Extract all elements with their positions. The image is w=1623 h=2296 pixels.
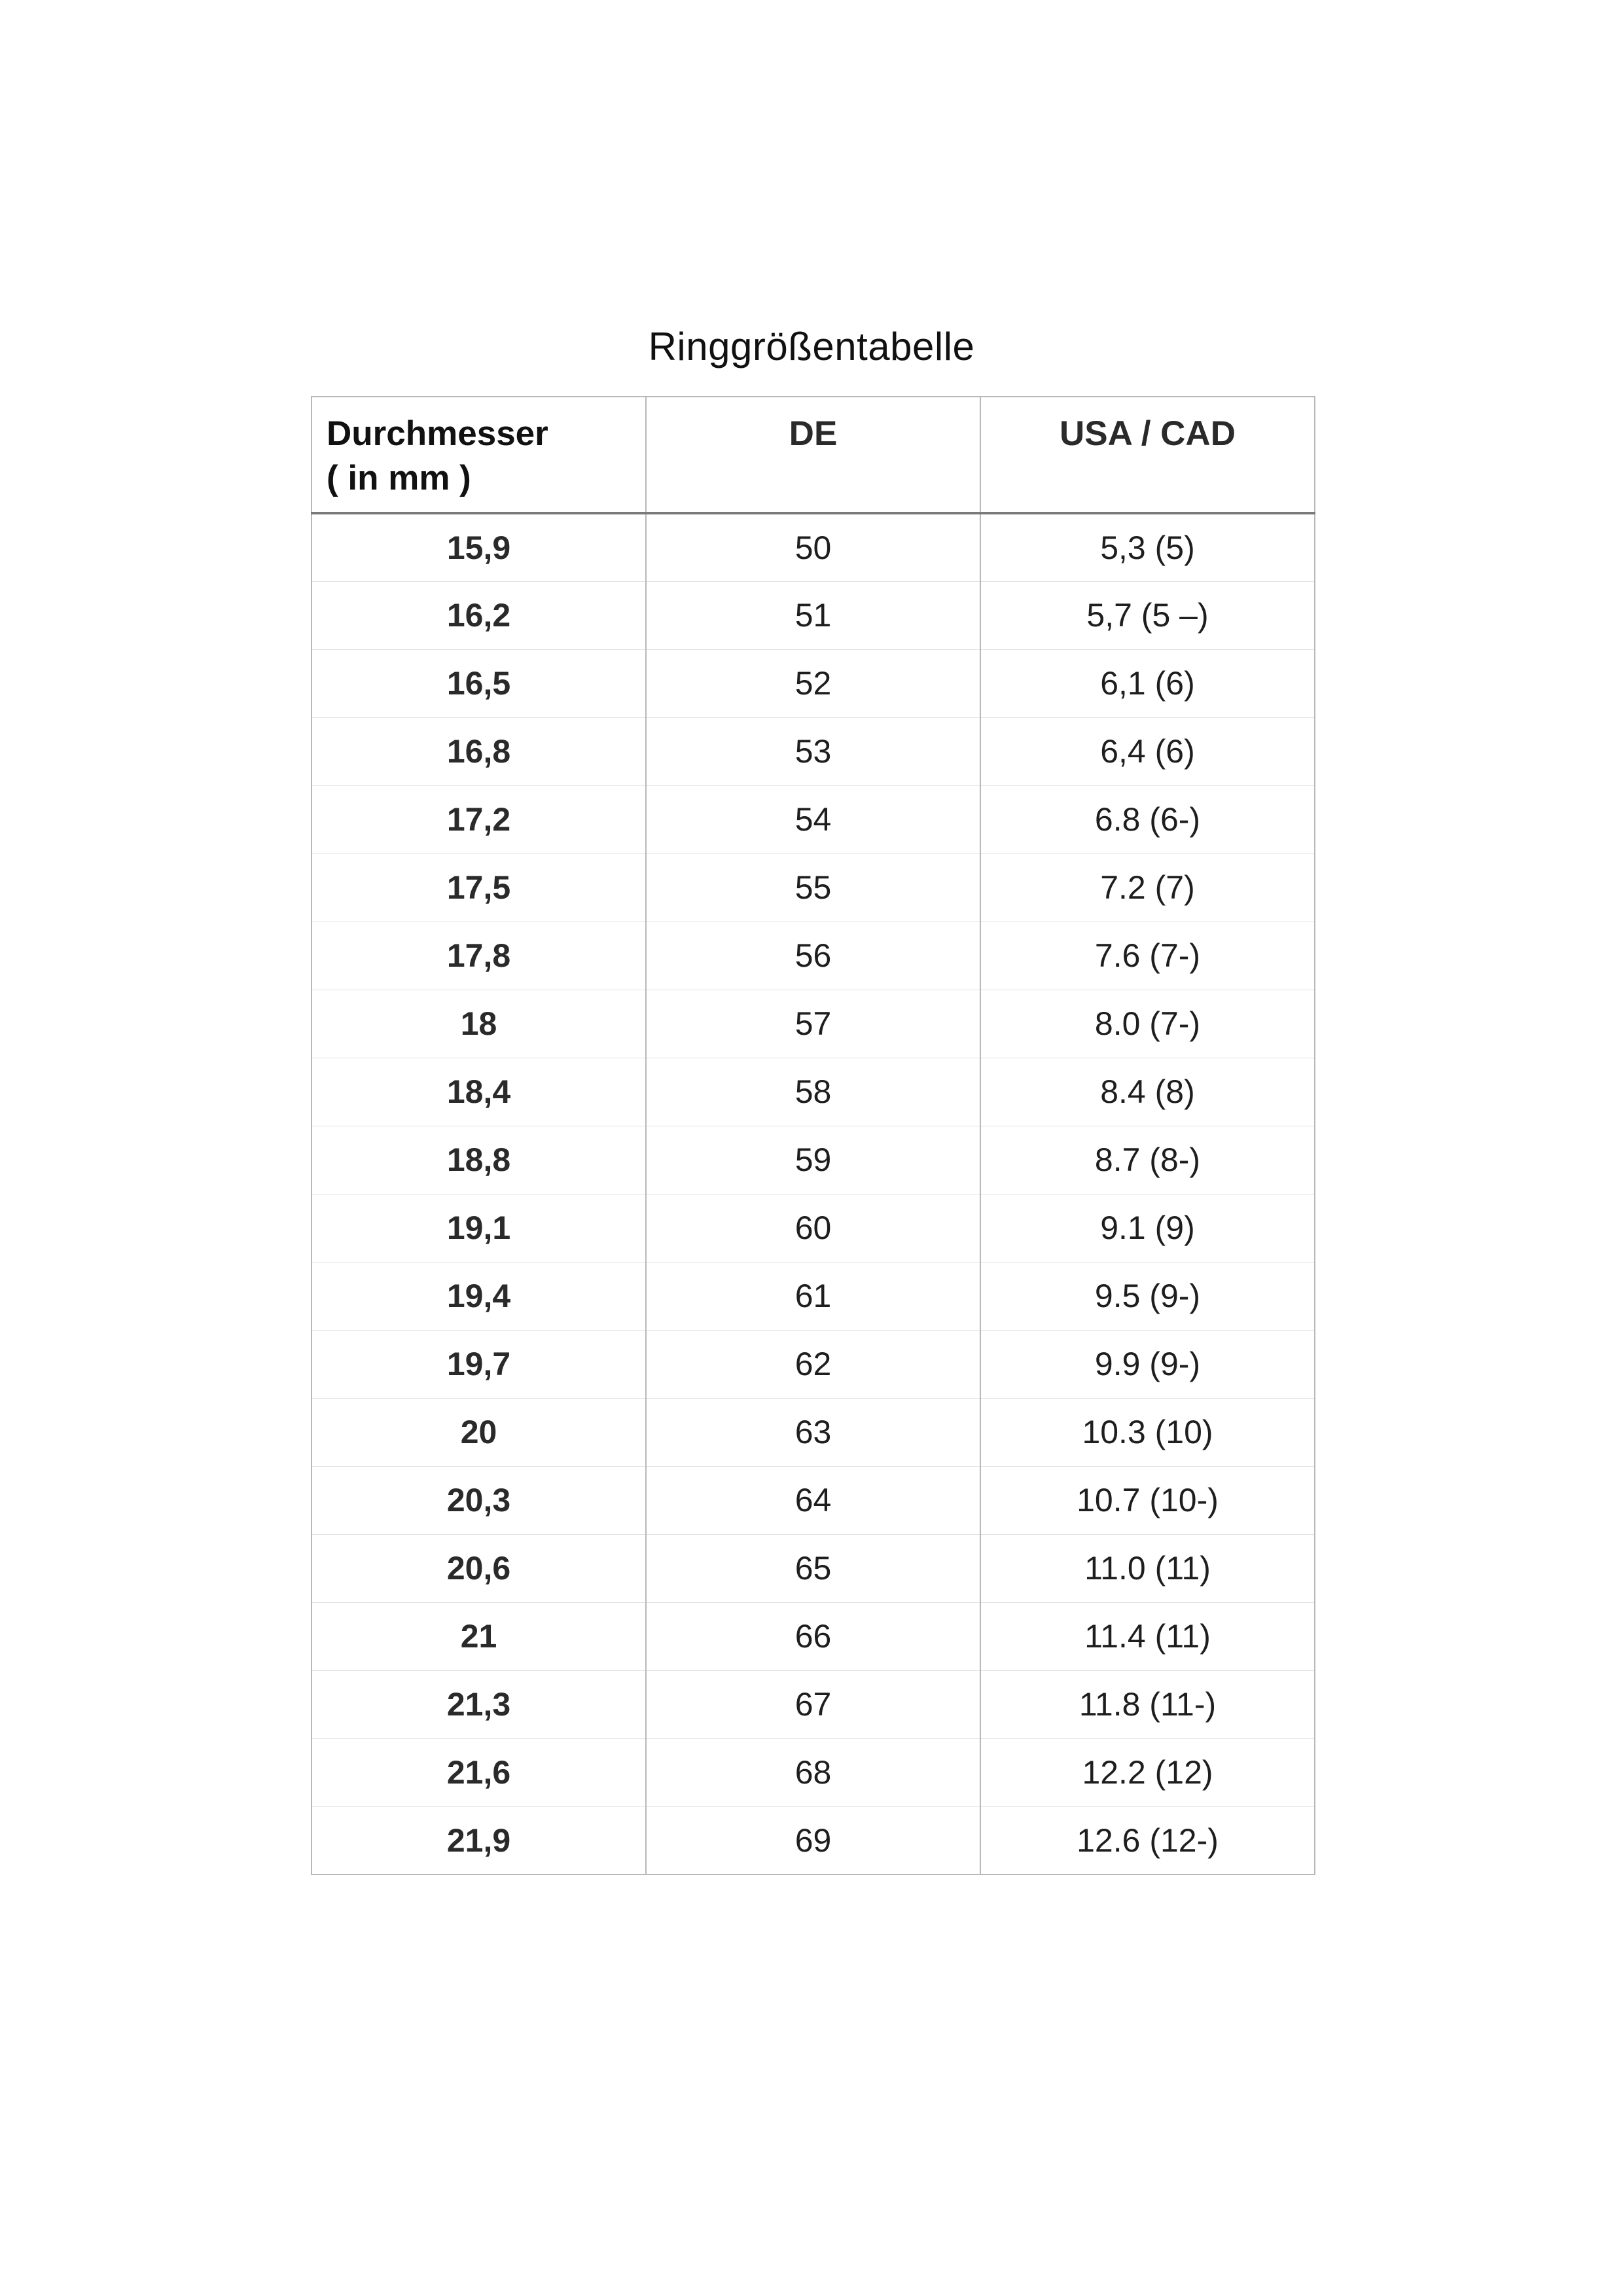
table-row <box>312 1466 1315 1534</box>
cell-de: 52 <box>646 649 980 717</box>
cell-usa-cad: 11.0 (11) <box>980 1534 1315 1602</box>
table-row <box>312 1194 1315 1262</box>
cell-de: 61 <box>646 1262 980 1330</box>
cell-de: 60 <box>646 1194 980 1262</box>
cell-de: 66 <box>646 1602 980 1670</box>
table-row <box>312 990 1315 1058</box>
cell-de: 58 <box>646 1058 980 1126</box>
cell-diameter: 19,7 <box>312 1330 646 1398</box>
cell-usa-cad: 6,1 (6) <box>980 649 1315 717</box>
cell-de: 68 <box>646 1738 980 1806</box>
header-diameter-label: Durchmesser <box>327 414 548 453</box>
cell-diameter: 16,2 <box>312 581 646 649</box>
cell-usa-cad: 9.9 (9-) <box>980 1330 1315 1398</box>
cell-diameter: 20,6 <box>312 1534 646 1602</box>
table-row <box>312 1806 1315 1874</box>
cell-usa-cad: 8.7 (8-) <box>980 1126 1315 1194</box>
cell-usa-cad: 7.2 (7) <box>980 853 1315 922</box>
cell-usa-cad: 12.2 (12) <box>980 1738 1315 1806</box>
header-diameter-unit: ( in mm ) <box>327 459 471 497</box>
table-row <box>312 581 1315 649</box>
cell-usa-cad: 10.3 (10) <box>980 1398 1315 1466</box>
cell-diameter: 18 <box>312 990 646 1058</box>
cell-usa-cad: 8.4 (8) <box>980 1058 1315 1126</box>
cell-de: 63 <box>646 1398 980 1466</box>
ring-size-table <box>311 396 1315 1875</box>
table-body <box>312 513 1315 1874</box>
cell-usa-cad: 6,4 (6) <box>980 717 1315 785</box>
cell-diameter: 21 <box>312 1602 646 1670</box>
cell-de: 56 <box>646 922 980 990</box>
table-row <box>312 922 1315 990</box>
cell-usa-cad: 11.8 (11-) <box>980 1670 1315 1738</box>
cell-usa-cad: 7.6 (7-) <box>980 922 1315 990</box>
cell-diameter: 18,4 <box>312 1058 646 1126</box>
cell-diameter: 21,9 <box>446 1821 511 1859</box>
cell-de: 69 <box>646 1806 980 1874</box>
table-row <box>312 853 1315 922</box>
cell-de: 59 <box>646 1126 980 1194</box>
table-header-row <box>312 397 1315 513</box>
table-row <box>312 1602 1315 1670</box>
cell-de: 57 <box>646 990 980 1058</box>
cell-usa-cad: 8.0 (7-) <box>980 990 1315 1058</box>
cell-diameter: 18,8 <box>312 1126 646 1194</box>
cell-diameter: 17,5 <box>312 853 646 922</box>
cell-diameter: 20 <box>312 1398 646 1466</box>
cell-diameter: 19,4 <box>312 1262 646 1330</box>
cell-usa-cad: 9.1 (9) <box>980 1194 1315 1262</box>
table-row <box>312 1738 1315 1806</box>
cell-de: 67 <box>646 1670 980 1738</box>
page-title: Ringgrößentabelle <box>648 325 975 368</box>
cell-de: 55 <box>646 853 980 922</box>
table-row <box>312 1534 1315 1602</box>
cell-diameter: 16,5 <box>312 649 646 717</box>
header-diameter <box>312 397 646 513</box>
cell-usa-cad: 5,3 (5) <box>980 513 1315 581</box>
cell-usa-cad: 9.5 (9-) <box>980 1262 1315 1330</box>
cell-diameter: 15,9 <box>312 513 646 581</box>
header-de: DE <box>646 397 980 513</box>
cell-de: 54 <box>646 785 980 853</box>
cell-usa-cad: 10.7 (10-) <box>980 1466 1315 1534</box>
table-row <box>312 1398 1315 1466</box>
cell-usa-cad: 11.4 (11) <box>980 1602 1315 1670</box>
cell-de: 51 <box>646 581 980 649</box>
table-row <box>312 1262 1315 1330</box>
table-row <box>312 1330 1315 1398</box>
cell-de: 62 <box>646 1330 980 1398</box>
table-row <box>312 1058 1315 1126</box>
cell-usa-cad: 5,7 (5 –) <box>980 581 1315 649</box>
cell-diameter: 21,3 <box>312 1670 646 1738</box>
cell-de: 53 <box>646 717 980 785</box>
cell-usa-cad: 12.6 (12-) <box>980 1806 1315 1874</box>
cell-diameter: 17,2 <box>312 785 646 853</box>
cell-diameter: 17,8 <box>312 922 646 990</box>
cell-de: 50 <box>646 513 980 581</box>
cell-de: 64 <box>646 1466 980 1534</box>
header-usa-cad: USA / CAD <box>980 397 1315 513</box>
table-row <box>312 1126 1315 1194</box>
cell-usa-cad: 6.8 (6-) <box>980 785 1315 853</box>
table-row <box>312 513 1315 581</box>
cell-de: 65 <box>646 1534 980 1602</box>
table-row <box>312 785 1315 853</box>
cell-diameter: 21,6 <box>312 1738 646 1806</box>
cell-diameter: 16,8 <box>312 717 646 785</box>
table-row <box>312 649 1315 717</box>
table-row <box>312 717 1315 785</box>
table-row <box>312 1670 1315 1738</box>
cell-diameter: 20,3 <box>312 1466 646 1534</box>
cell-diameter: 19,1 <box>312 1194 646 1262</box>
